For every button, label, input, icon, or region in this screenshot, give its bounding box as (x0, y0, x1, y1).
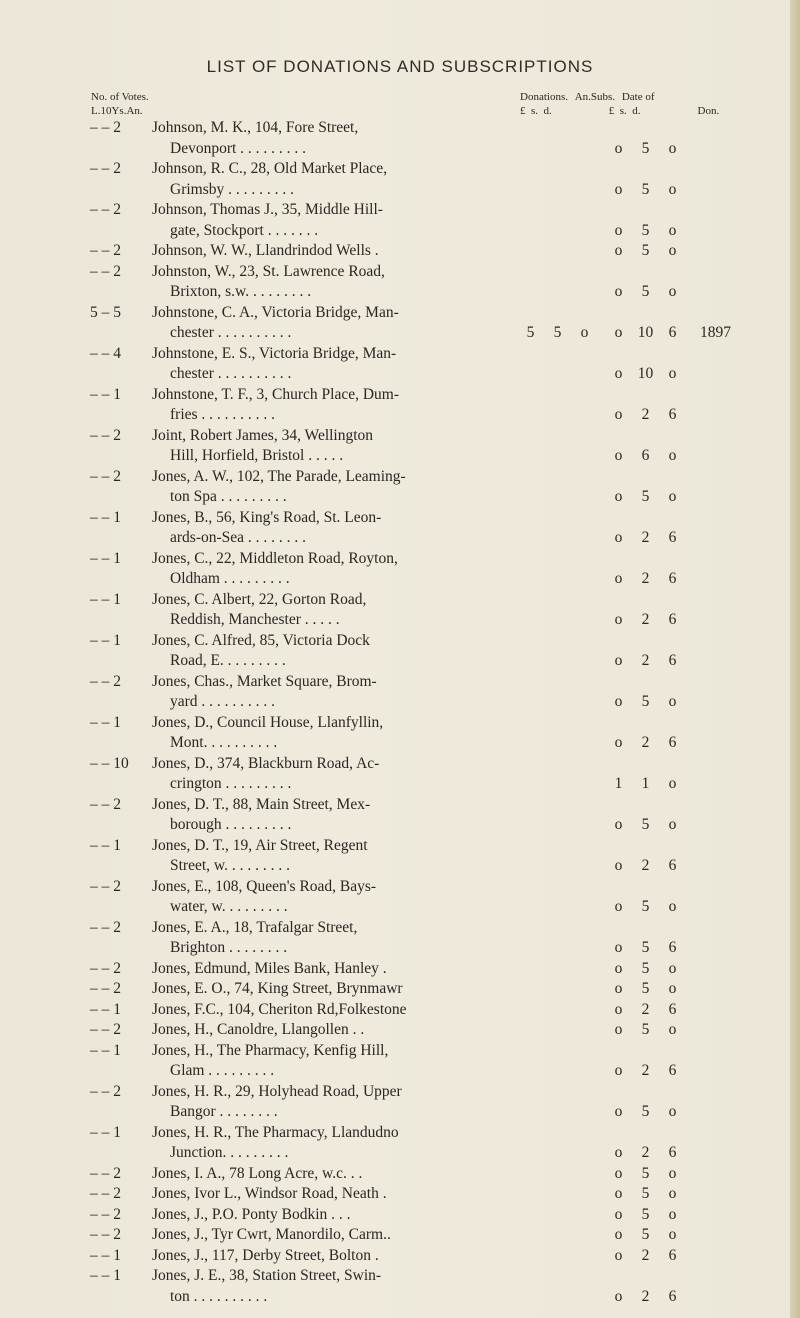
currency-donations: £ s. d. (520, 105, 552, 117)
subscriber-name: Jones, F.C., 104, Cheriton Rd,Folkestone (152, 1000, 407, 1018)
list-item (0, 1205, 790, 1226)
list-item (0, 1225, 790, 1246)
subscriber-name: Jones, J. E., 38, Station Street, Swin- (152, 1267, 382, 1284)
subscription-amount: o 5 o (614, 1103, 677, 1120)
subscriber-name: Jones, Ivor L., Windsor Road, Neath . (152, 1185, 387, 1202)
subscription-amount: o 5 o (614, 980, 677, 997)
subscriber-address: Glam . . . . . . . . . (170, 1062, 275, 1079)
subscriber-address: crington . . . . . . . . . (170, 775, 292, 792)
list-item (0, 1266, 790, 1307)
column-headers (520, 91, 655, 103)
subscriber-entry (152, 467, 532, 508)
subscription-amount: o 2 6 (614, 570, 677, 587)
subscriber-entry (152, 241, 532, 262)
subscriber-address: Reddish, Manchester . . . . . (170, 611, 340, 628)
votes-count: – – 2 (90, 1185, 121, 1202)
subscriber-entry (152, 1000, 532, 1021)
subscriber-entry (152, 426, 532, 467)
votes-count: – – 1 (90, 549, 121, 567)
subscriber-address: Road, E. . . . . . . . . (170, 652, 286, 669)
subscription-amount: o 5 6 (614, 939, 677, 956)
subscription-amount: o 5 o (614, 488, 677, 505)
votes-count: – – 2 (90, 242, 121, 259)
list-item (0, 1000, 790, 1021)
subscriber-name: Jones, J., 117, Derby Street, Bolton . (152, 1246, 379, 1264)
subscriber-entry (152, 979, 532, 1000)
votes-count: – – 2 (90, 119, 121, 136)
list-item (0, 918, 790, 959)
list-item (0, 118, 790, 159)
votes-count: – – 4 (90, 344, 121, 362)
list-item (0, 262, 790, 303)
votes-subheader: L.10Ys.An. (91, 105, 143, 117)
subscriber-entry (152, 1020, 532, 1041)
subscriber-entry (152, 344, 532, 385)
subscriber-address: gate, Stockport . . . . . . . (170, 221, 319, 239)
subscription-amount: o 5 o (614, 139, 677, 157)
subscriber-name: Jones, J., P.O. Ponty Bodkin . . . (152, 1205, 351, 1223)
list-item (0, 754, 790, 795)
subscriber-entry (152, 918, 532, 959)
subscriber-name: Jones, H. R., 29, Holyhead Road, Upper (152, 1082, 402, 1100)
votes-count: – – 2 (90, 467, 121, 485)
list-item (0, 1246, 790, 1267)
subscriber-address: Devonport . . . . . . . . . (170, 139, 307, 157)
subscription-amount: o 2 6 (614, 857, 677, 874)
subscriber-name: Johnson, W. W., Llandrindod Wells . (152, 242, 379, 259)
votes-count: – – 1 (90, 385, 121, 403)
list-item (0, 713, 790, 754)
votes-count: – – 1 (90, 1246, 121, 1264)
subscriber-address: Brixton, s.w. . . . . . . . . (170, 283, 312, 300)
subscriber-entry (152, 1184, 532, 1205)
subscription-amount: o 2 6 (614, 1000, 677, 1018)
subscriber-name: Johnson, Thomas J., 35, Middle Hill- (152, 201, 383, 218)
votes-count: – – 2 (90, 672, 121, 690)
subscriber-entry (152, 118, 532, 159)
subscription-amount: o 2 6 (614, 611, 677, 628)
list-item (0, 303, 790, 344)
subscription-amount: o 5 o (614, 898, 677, 915)
subscriber-name: Jones, D., 374, Blackburn Road, Ac- (152, 754, 380, 772)
subscriber-name: Jones, I. A., 78 Long Acre, w.c. . . (152, 1164, 363, 1182)
page-edge (790, 0, 800, 1318)
subscription-amount: o 10 o (614, 365, 677, 382)
votes-count: – – 2 (90, 1226, 121, 1243)
votes-header: No. of Votes. (91, 91, 149, 103)
subscriber-entry (152, 1041, 532, 1082)
subscriber-name: Jones, E. A., 18, Trafalgar Street, (152, 918, 358, 936)
date-subheader: Don. (697, 105, 720, 117)
subscriber-entry (152, 754, 532, 795)
subscriber-address: Oldham . . . . . . . . . (170, 570, 290, 587)
subscriber-entry (152, 1082, 532, 1123)
date-header: Date of (621, 91, 655, 103)
subscriber-address: ards-on-Sea . . . . . . . . (170, 529, 307, 546)
subscription-amount: o 5 o (614, 1021, 677, 1038)
votes-count: – – 10 (90, 754, 129, 772)
subscriber-entry (152, 1225, 532, 1246)
votes-count: – – 1 (90, 508, 121, 526)
list-item (0, 959, 790, 980)
subscription-amount: o 2 6 (614, 1246, 677, 1264)
subscription-amount: o 5 o (614, 180, 677, 198)
list-item (0, 467, 790, 508)
list-item (0, 1041, 790, 1082)
subscriber-name: Jones, J., Tyr Cwrt, Manordilo, Carm.. (152, 1226, 391, 1243)
subscriber-name: Joint, Robert James, 34, Wellington (152, 426, 374, 444)
list-item (0, 159, 790, 200)
votes-count: – – 1 (90, 1267, 121, 1284)
subscriber-entry (152, 631, 532, 672)
subscriber-entry (152, 303, 532, 344)
votes-count: 5 – 5 (90, 303, 121, 321)
subscriber-address: yard . . . . . . . . . . (170, 693, 276, 710)
subscriber-entry (152, 1246, 532, 1267)
votes-count: – – 1 (90, 1041, 121, 1059)
subscription-amount: 1 1 o (614, 775, 677, 792)
list-item (0, 344, 790, 385)
subscriber-entry (152, 1164, 532, 1185)
subscription-amount: o 2 6 (614, 734, 677, 751)
votes-count: – – 2 (90, 1021, 121, 1038)
votes-count: – – 1 (90, 631, 121, 649)
subscriber-name: Jones, E. O., 74, King Street, Brynmawr (152, 980, 403, 997)
list-item (0, 979, 790, 1000)
subscriber-address: fries . . . . . . . . . . (170, 406, 276, 423)
subscriber-entry (152, 836, 532, 877)
votes-count: – – 1 (90, 1123, 121, 1141)
subscription-amount: o 6 o (614, 447, 677, 464)
subscription-amount: o 5 o (614, 1226, 677, 1243)
list-item (0, 590, 790, 631)
subscriber-entry (152, 159, 532, 200)
subscriber-entry (152, 385, 532, 426)
list-item (0, 1184, 790, 1205)
list-item (0, 631, 790, 672)
subscriber-address: Mont. . . . . . . . . . (170, 734, 278, 751)
list-item (0, 200, 790, 241)
subscriber-entry (152, 877, 532, 918)
subscriber-entry (152, 1266, 532, 1307)
donation-date: 1897 (700, 324, 731, 341)
subscriber-name: Jones, E., 108, Queen's Road, Bays- (152, 877, 377, 895)
votes-count: – – 1 (90, 713, 121, 731)
list-item (0, 385, 790, 426)
list-item (0, 241, 790, 262)
subscriber-address: Brighton . . . . . . . . (170, 939, 288, 956)
subscriber-address: Hill, Horfield, Bristol . . . . . (170, 447, 344, 464)
list-item (0, 795, 790, 836)
subscriber-name: Jones, H. R., The Pharmacy, Llandudno (152, 1123, 399, 1141)
subscription-amount: o 2 6 (614, 1144, 677, 1161)
subscription-amount: o 2 6 (614, 652, 677, 669)
subscription-amount: o 2 6 (614, 1062, 677, 1079)
list-item (0, 877, 790, 918)
donation-amount: 5 5 o (526, 324, 589, 341)
subscription-amount: o 5 o (614, 283, 677, 300)
votes-count: – – 1 (90, 836, 121, 854)
subscriber-entry (152, 713, 532, 754)
subscriber-address: ton Spa . . . . . . . . . (170, 488, 287, 505)
votes-count: – – 2 (90, 1082, 121, 1100)
votes-count: – – 2 (90, 980, 121, 997)
subscription-amount: o 5 o (614, 221, 677, 239)
list-item (0, 1164, 790, 1185)
subscriber-entry (152, 262, 532, 303)
votes-count: – – 2 (90, 160, 121, 177)
list-item (0, 1082, 790, 1123)
currency-subs: £ s. d. (608, 105, 641, 117)
subscriber-name: Jones, C. Albert, 22, Gorton Road, (152, 590, 367, 608)
votes-count: – – 2 (90, 426, 121, 444)
subscription-amount: o 5 o (614, 816, 677, 833)
subscriber-address: borough . . . . . . . . . (170, 816, 292, 833)
subscriber-entry (152, 959, 532, 980)
subscriber-address: Street, w. . . . . . . . . (170, 857, 290, 874)
subscriber-name: Jones, D. T., 19, Air Street, Regent (152, 836, 368, 854)
subscriber-address: Bangor . . . . . . . . (170, 1103, 278, 1120)
subscription-amount: o 5 o (614, 1185, 677, 1202)
subscriber-name: Jones, D. T., 88, Main Street, Mex- (152, 795, 371, 813)
subscription-amount: o 5 o (614, 242, 677, 259)
list-item (0, 508, 790, 549)
votes-count: – – 1 (90, 590, 121, 608)
subscriber-name: Johnstone, E. S., Victoria Bridge, Man- (152, 344, 397, 362)
subscription-amount: o 2 6 (614, 406, 677, 423)
subscriber-name: Jones, Edmund, Miles Bank, Hanley . (152, 959, 387, 977)
subscriber-address: Grimsby . . . . . . . . . (170, 180, 294, 198)
subscriber-entry (152, 549, 532, 590)
votes-count: – – 2 (90, 877, 121, 895)
votes-count: – – 2 (90, 201, 121, 218)
subscriber-name: Johnstone, C. A., Victoria Bridge, Man- (152, 303, 399, 321)
subscriber-entry (152, 508, 532, 549)
subscriber-name: Johnstone, T. F., 3, Church Place, Dum- (152, 385, 400, 403)
subscription-amount: o 2 6 (614, 529, 677, 546)
subscriber-address: Junction. . . . . . . . . (170, 1144, 289, 1161)
subscription-amount: o 5 o (614, 1205, 677, 1223)
subscriber-entry (152, 200, 532, 241)
subscription-amount: o 5 o (614, 1164, 677, 1182)
donations-header: Donations. (520, 91, 568, 103)
subs-header: An.Subs. (574, 91, 616, 103)
votes-count: – – 2 (90, 918, 121, 936)
subscriber-name: Jones, H., The Pharmacy, Kenfig Hill, (152, 1041, 389, 1059)
list-item (0, 549, 790, 590)
subscriber-name: Jones, Chas., Market Square, Brom- (152, 672, 377, 690)
subscriber-entry (152, 590, 532, 631)
votes-count: – – 2 (90, 1205, 121, 1223)
votes-count: – – 2 (90, 1164, 121, 1182)
subscription-amount: o 2 6 (614, 1287, 677, 1305)
page-title: LIST OF DONATIONS AND SUBSCRIPTIONS (206, 57, 594, 76)
list-item (0, 426, 790, 467)
subscriber-name: Jones, D., Council House, Llanfyllin, (152, 713, 384, 731)
subscriber-address: ton . . . . . . . . . . (170, 1287, 268, 1305)
subscriber-name: Jones, B., 56, King's Road, St. Leon- (152, 508, 382, 526)
list-item (0, 1020, 790, 1041)
subscriber-name: Jones, H., Canoldre, Llangollen . . (152, 1021, 365, 1038)
subscriber-name: Johnson, M. K., 104, Fore Street, (152, 119, 359, 136)
votes-count: – – 2 (90, 795, 121, 813)
list-item (0, 836, 790, 877)
list-item (0, 672, 790, 713)
subscriber-name: Jones, C., 22, Middleton Road, Royton, (152, 549, 398, 567)
subscriber-entry (152, 1205, 532, 1226)
subscription-amount: o 10 6 (614, 324, 677, 341)
votes-count: – – 1 (90, 1000, 121, 1018)
subscription-amount: o 5 o (614, 959, 677, 977)
subscriber-name: Johnston, W., 23, St. Lawrence Road, (152, 262, 385, 280)
votes-count: – – 2 (90, 262, 121, 280)
subscriber-address: chester . . . . . . . . . . (170, 324, 292, 341)
subscriber-address: chester . . . . . . . . . . (170, 365, 292, 382)
subscriber-name: Jones, C. Alfred, 85, Victoria Dock (152, 631, 370, 649)
subscription-amount: o 5 o (614, 693, 677, 710)
subscriber-entry (152, 1123, 532, 1164)
subscriber-name: Jones, A. W., 102, The Parade, Leaming- (152, 467, 406, 485)
subscriber-name: Johnson, R. C., 28, Old Market Place, (152, 160, 388, 177)
currency-headers (520, 105, 719, 117)
subscriber-entry (152, 795, 532, 836)
subscriber-entry (152, 672, 532, 713)
subscriber-address: water, w. . . . . . . . . (170, 898, 288, 915)
votes-count: – – 2 (90, 959, 121, 977)
list-item (0, 1123, 790, 1164)
